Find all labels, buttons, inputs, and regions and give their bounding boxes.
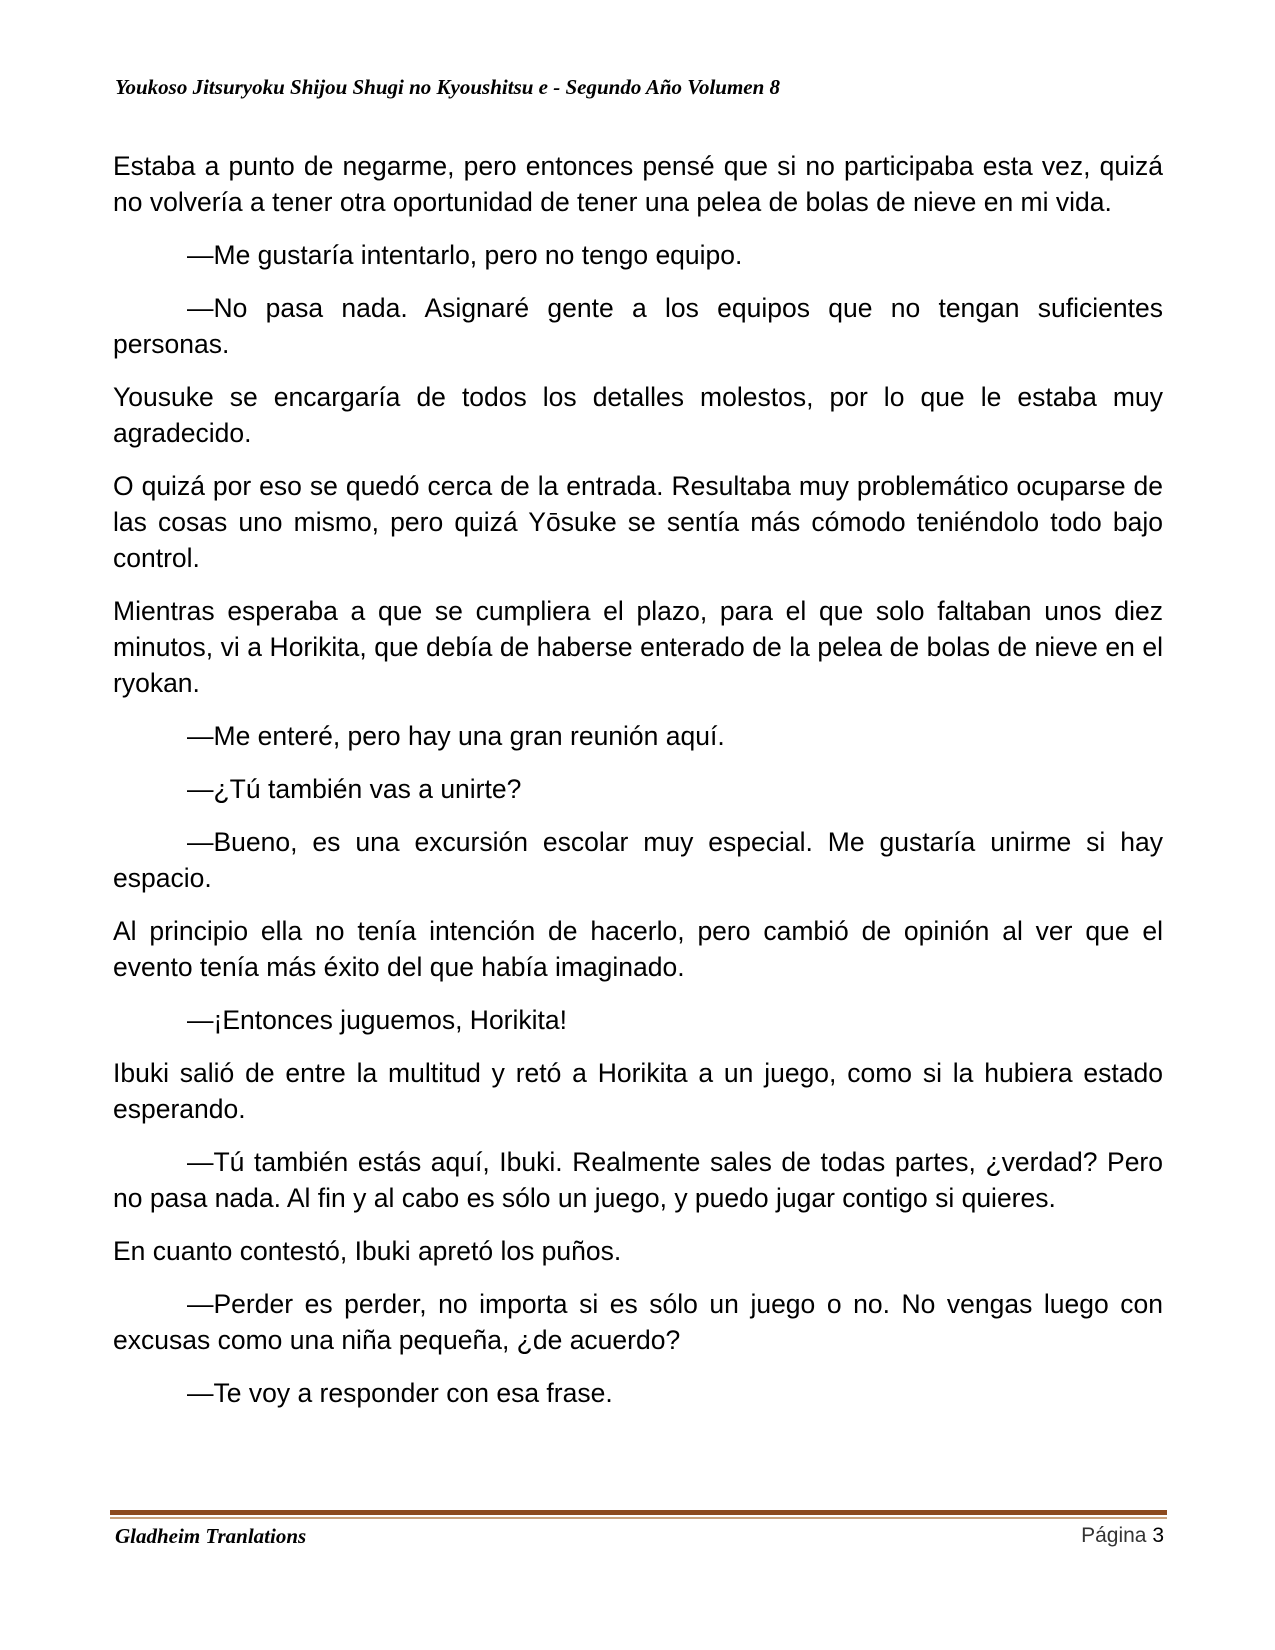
dialogue-paragraph: —Bueno, es una excursión escolar muy especial. Me gustaría unirme si hay espacio. [113,827,1163,893]
footer-credit: Gladheim Tranlations [115,1524,307,1548]
paragraph: Ibuki salió de entre la multitud y retó a Horikita a un juego, como si la hubiera estado esperando. [113,1058,1163,1124]
dialogue-paragraph: —Te voy a responder con esa frase. [187,1378,613,1408]
dialogue-paragraph: —¿Tú también vas a unirte? [187,774,522,804]
paragraph: En cuanto contestó, Ibuki apretó los puños. [113,1236,622,1266]
paragraph: O quizá por eso se quedó cerca de la entrada. Resultaba muy problemático ocuparse de las cosas uno mismo, pero quizá Yōsuke se sentía más cómodo teniéndolo todo bajo control. [113,471,1163,573]
footer-divider [110,1510,1167,1519]
dialogue-paragraph: —Perder es perder, no importa si es sólo un juego o no. No vengas luego con excusas como una niña pequeña, ¿de acuerdo? [113,1289,1163,1355]
paragraph: Al principio ella no tenía intención de hacerlo, pero cambió de opinión al ver que el evento tenía más éxito del que había imaginado. [113,916,1163,982]
page-label: Página [1081,1524,1147,1547]
page-number-value: 3 [1152,1524,1164,1547]
footer-divider-light [110,1517,1167,1519]
paragraph: Estaba a punto de negarme, pero entonces pensé que si no participaba esta vez, quizá no volvería a tener otra oportunidad de tener una pelea de bolas de nieve en mi vida. [113,151,1163,217]
dialogue-paragraph: —Me gustaría intentarlo, pero no tengo equipo. [187,240,743,270]
paragraph: Mientras esperaba a que se cumpliera el plazo, para el que solo faltaban unos diez minutos, vi a Horikita, que debía de haberse enterado de la pelea de bolas de nieve en el ryokan. [113,596,1163,698]
dialogue-paragraph: —¡Entonces juguemos, Horikita! [187,1005,567,1035]
dialogue-paragraph: —No pasa nada. Asignaré gente a los equipos que no tengan suficientes personas. [113,293,1163,359]
footer-divider-dark [110,1510,1167,1515]
paragraph: Yousuke se encargaría de todos los detalles molestos, por lo que le estaba muy agradecido. [113,382,1163,448]
page-number [1081,1522,1164,1550]
dialogue-paragraph: —Tú también estás aquí, Ibuki. Realmente sales de todas partes, ¿verdad? Pero no pasa nada. Al fin y al cabo es sólo un juego, y puedo jugar contigo si quieres. [113,1147,1163,1213]
dialogue-paragraph: —Me enteré, pero hay una gran reunión aquí. [187,721,725,751]
body-text [113,148,1163,1428]
running-header: Youkoso Jitsuryoku Shijou Shugi no Kyoushitsu e - Segundo Año Volumen 8 [115,75,781,99]
